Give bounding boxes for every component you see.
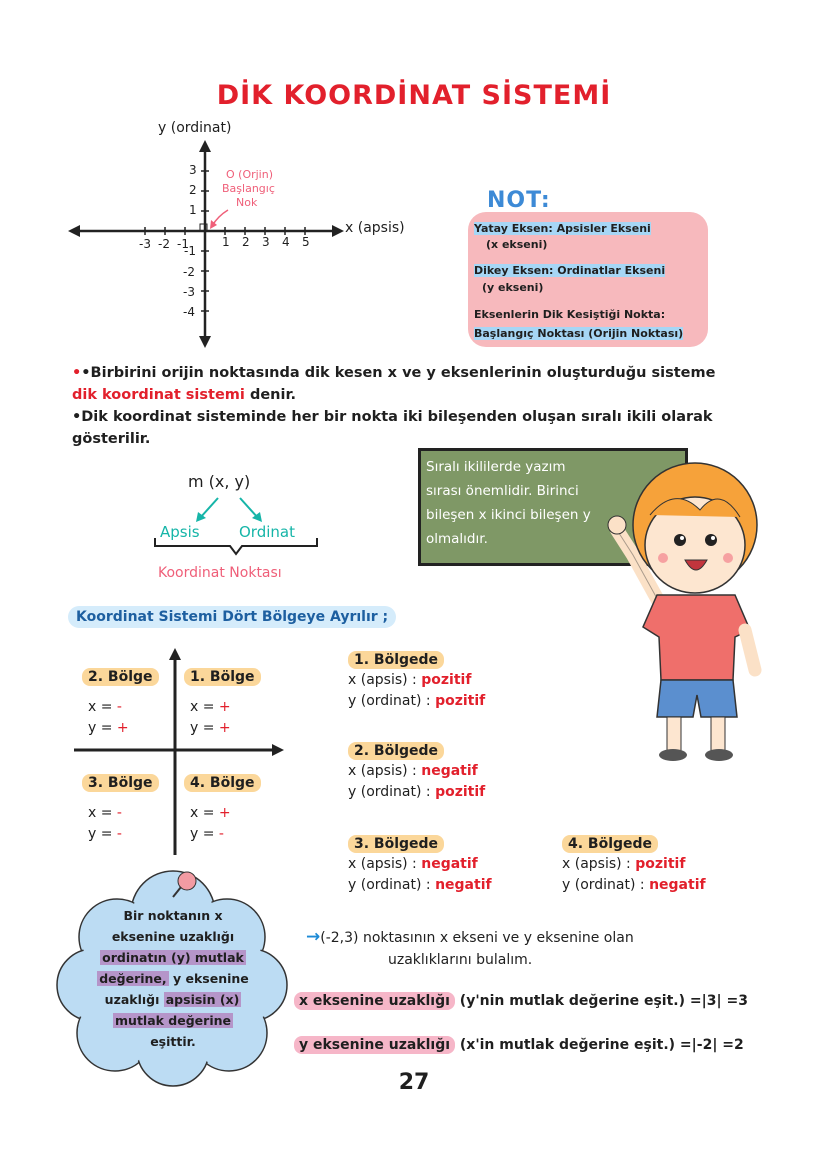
quadrants-heading: Koordinat Sistemi Dört Bölgeye Ayrılır ; bbox=[68, 606, 396, 628]
origin-label bbox=[222, 168, 275, 210]
para-line bbox=[72, 406, 772, 428]
region-4-block bbox=[562, 836, 706, 896]
y-distance-line bbox=[294, 1037, 744, 1053]
cloud-text-part: uzaklığı bbox=[104, 992, 164, 1007]
note-line bbox=[474, 222, 651, 236]
quadrant-label-text: 3. Bölge bbox=[82, 774, 159, 792]
y-eq: y = bbox=[190, 720, 219, 736]
example-question bbox=[306, 926, 634, 971]
region-3-block bbox=[348, 836, 492, 896]
note-line: (y ekseni) bbox=[482, 281, 544, 294]
tick-label: 5 bbox=[302, 235, 310, 249]
distance-text: (y'nin mutlak değerine eşit.) =|3| =3 bbox=[454, 993, 748, 1009]
point-notation: m (x, y) bbox=[188, 472, 251, 491]
sign: - bbox=[116, 826, 122, 842]
page-number: 27 bbox=[398, 1070, 430, 1095]
x-eq: x = bbox=[88, 699, 117, 715]
y-axis-label: y (ordinat) bbox=[158, 120, 232, 136]
coordinate-graph bbox=[60, 130, 460, 355]
para-text: denir. bbox=[244, 387, 297, 403]
region-title: 3. Bölgede bbox=[348, 835, 444, 853]
value: negatif bbox=[421, 763, 478, 779]
tick-label: 3 bbox=[262, 235, 270, 249]
cloud-text-part: y eksenine bbox=[168, 971, 249, 986]
cloud-line: Bir noktanın x bbox=[123, 908, 223, 923]
para-text: •Birbirini orijin noktasında dik kesen x ve y eksenlerinin oluşturduğu sisteme bbox=[81, 365, 716, 381]
y-label: y (ordinat) : bbox=[562, 877, 650, 893]
quadrant-4-signs bbox=[190, 803, 231, 845]
para-line bbox=[72, 428, 772, 450]
cloud-highlight: değerine, bbox=[99, 971, 167, 986]
x-label: x (apsis) : bbox=[562, 856, 636, 872]
apsis-label: Apsis bbox=[160, 523, 200, 541]
tick-label: 4 bbox=[282, 235, 290, 249]
note-line bbox=[474, 264, 665, 278]
tick-label: 2 bbox=[242, 235, 250, 249]
y-label: y (ordinat) : bbox=[348, 693, 436, 709]
note-text: Başlangıç Noktası (Orijin Noktası) bbox=[474, 327, 684, 340]
origin-label-line: Başlangıç bbox=[222, 182, 275, 195]
y-eq: y = bbox=[88, 720, 117, 736]
region-title: 1. Bölgede bbox=[348, 651, 444, 669]
child-illustration bbox=[605, 455, 780, 765]
x-axis-label: x (apsis) bbox=[345, 220, 405, 236]
example-text: (-2,3) noktasının x ekseni ve y eksenine olan bbox=[320, 930, 634, 946]
sign: - bbox=[218, 826, 224, 842]
cloud-line bbox=[88, 968, 258, 989]
quadrant-2-signs bbox=[88, 697, 129, 739]
board-line: sırası önemlidir. Birinci bbox=[426, 483, 579, 499]
distance-label: y eksenine uzaklığı bbox=[294, 1036, 455, 1054]
value: negatif bbox=[421, 856, 478, 872]
board-line: bileşen x ikinci bileşen y bbox=[426, 507, 591, 523]
highlight-term: dik koordinat sistemi bbox=[72, 387, 245, 403]
para-line: ••Birbirini orijin noktasında dik kesen x ve y eksenlerinin oluşturduğu sisteme bbox=[72, 365, 716, 381]
x-eq: x = bbox=[190, 699, 219, 715]
sign: + bbox=[218, 720, 231, 736]
value: pozitif bbox=[635, 856, 686, 872]
x-eq: x = bbox=[88, 805, 117, 821]
y-eq: y = bbox=[190, 826, 219, 842]
note-text: Dikey Eksen: Ordinatlar Ekseni bbox=[474, 264, 666, 277]
example-text: uzaklıklarını bulalım. bbox=[388, 952, 533, 968]
sign: + bbox=[218, 805, 231, 821]
quadrant-label-text: 4. Bölge bbox=[184, 774, 261, 792]
coordinate-point-caption: Koordinat Noktası bbox=[158, 565, 282, 581]
quadrant-2-label bbox=[82, 669, 159, 685]
sign: - bbox=[116, 699, 122, 715]
x-label: x (apsis) : bbox=[348, 763, 422, 779]
cloud-highlight: ordinatın (y) mutlak bbox=[102, 950, 244, 965]
definition-paragraph bbox=[72, 362, 772, 450]
cloud-line bbox=[88, 989, 258, 1010]
region-title: 4. Bölgede bbox=[562, 835, 658, 853]
tick-label: 3 bbox=[189, 163, 197, 177]
quadrant-4-label bbox=[184, 775, 261, 791]
tick-label: -4 bbox=[183, 305, 195, 319]
para-text: •Dik koordinat sisteminde her bir nokta iki bileşenden oluşan sıralı ikili olarak bbox=[72, 409, 713, 425]
value: pozitif bbox=[421, 672, 472, 688]
tick-label: -3 bbox=[139, 237, 151, 251]
x-eq: x = bbox=[190, 805, 219, 821]
page-title: DİK KOORDİNAT SİSTEMİ bbox=[216, 80, 612, 111]
arrow-icon: → bbox=[306, 927, 321, 947]
y-label: y (ordinat) : bbox=[348, 784, 436, 800]
note-line: Eksenlerin Dik Kesiştiği Nokta: bbox=[474, 308, 666, 321]
cloud-line: eşittir. bbox=[150, 1034, 196, 1049]
value: negatif bbox=[649, 877, 706, 893]
tick-label: -2 bbox=[158, 237, 170, 251]
y-label: y (ordinat) : bbox=[348, 877, 436, 893]
board-line: olmalıdır. bbox=[426, 531, 488, 547]
note-title: NOT: bbox=[487, 188, 551, 213]
para-line bbox=[72, 384, 772, 406]
origin-label-line: Nok bbox=[236, 196, 258, 209]
cloud-line bbox=[88, 947, 258, 968]
quadrant-label-text: 1. Bölge bbox=[184, 668, 261, 686]
sign: + bbox=[218, 699, 231, 715]
note-text: Yatay Eksen: Apsisler Ekseni bbox=[474, 222, 651, 235]
tick-label: -1 bbox=[184, 244, 196, 258]
region-1-block bbox=[348, 652, 485, 712]
quadrant-1-label bbox=[184, 669, 261, 685]
value: negatif bbox=[435, 877, 492, 893]
cloud-line bbox=[88, 1010, 258, 1031]
cloud-highlight: mutlak değerine bbox=[115, 1013, 231, 1028]
quadrant-1-signs bbox=[190, 697, 231, 739]
tick-label: 1 bbox=[189, 203, 197, 217]
sign: + bbox=[116, 720, 129, 736]
cloud-highlight: apsisin (x) bbox=[165, 992, 240, 1007]
x-label: x (apsis) : bbox=[348, 856, 422, 872]
distance-text: (x'in mutlak değerine eşit.) =|-2| =2 bbox=[455, 1037, 744, 1053]
tick-label: 2 bbox=[189, 183, 197, 197]
x-label: x (apsis) : bbox=[348, 672, 422, 688]
tick-label: -3 bbox=[183, 285, 195, 299]
tick-label: -2 bbox=[183, 265, 195, 279]
cloud-line: eksenine uzaklığı bbox=[111, 929, 235, 944]
quadrant-3-signs bbox=[88, 803, 122, 845]
note-line bbox=[474, 327, 683, 341]
cloud-text bbox=[88, 905, 258, 1052]
distance-label: x eksenine uzaklığı bbox=[294, 992, 455, 1010]
board-line: Sıralı ikililerde yazım bbox=[426, 459, 566, 475]
quadrant-3-label bbox=[82, 775, 159, 791]
y-eq: y = bbox=[88, 826, 117, 842]
value: pozitif bbox=[435, 784, 486, 800]
value: pozitif bbox=[435, 693, 486, 709]
ordinat-label: Ordinat bbox=[239, 523, 295, 541]
note-line: (x ekseni) bbox=[486, 238, 548, 251]
x-distance-line bbox=[294, 993, 748, 1009]
sign: - bbox=[116, 805, 122, 821]
region-2-block bbox=[348, 743, 485, 803]
tick-label: 1 bbox=[222, 235, 230, 249]
quadrant-label-text: 2. Bölge bbox=[82, 668, 159, 686]
para-text: gösterilir. bbox=[72, 431, 151, 447]
region-title: 2. Bölgede bbox=[348, 742, 444, 760]
tick-label: -1 bbox=[177, 237, 189, 251]
origin-label-line: O (Orjin) bbox=[226, 168, 274, 181]
